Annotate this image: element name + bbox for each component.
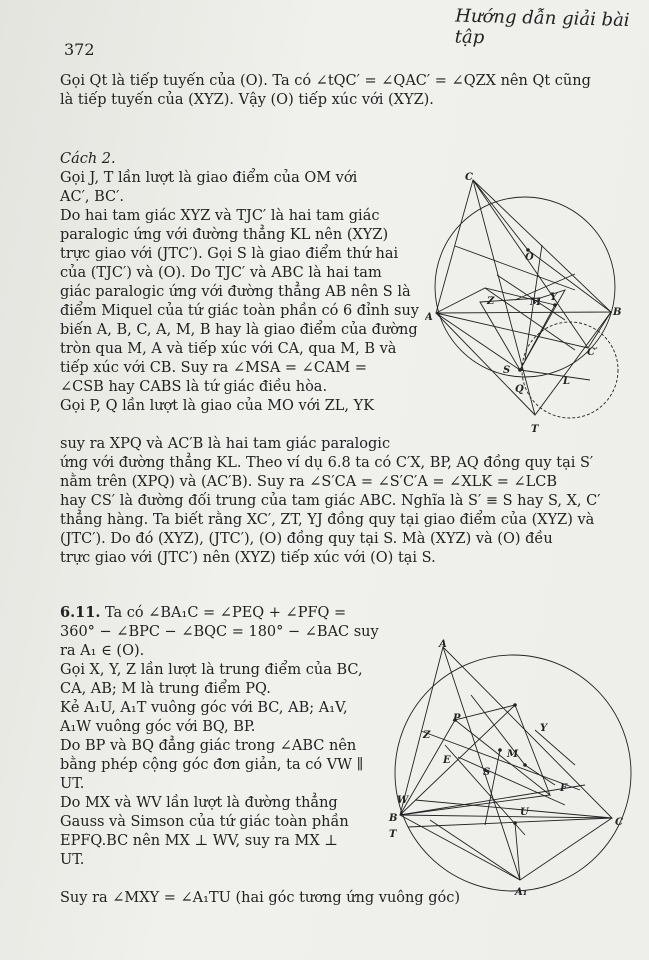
- text-line: 360° − ∠BPC − ∠BQC = 180° − ∠BAC suy: [60, 624, 379, 640]
- text-line: bằng phép cộng góc đơn giản, ta có VW ∥: [60, 757, 364, 773]
- text-line: suy ra XPQ và AC′B là hai tam giác paralogic: [60, 436, 391, 452]
- figure1-label: B: [613, 307, 622, 318]
- geometry-figure-1: [425, 170, 625, 435]
- text-line: EPFQ.BC nên MX ⊥ WV, suy ra MX ⊥: [60, 833, 338, 849]
- figure2-label: Y: [540, 723, 548, 734]
- figure2-label: C: [615, 817, 623, 828]
- text-line: paralogic ứng với đường thẳng KL nên (XYZ): [60, 227, 389, 243]
- running-header: Hướng dẫn giải bài tập: [454, 5, 630, 49]
- text-line: UT.: [60, 776, 85, 792]
- figure2-label: A: [439, 639, 447, 650]
- figure2-label: A₁: [515, 887, 528, 898]
- figure2-label: F: [560, 783, 568, 794]
- intro-line: là tiếp tuyến của (XYZ). Vậy (O) tiếp xúc với (XYZ).: [60, 92, 434, 108]
- figure2-label: S: [483, 767, 491, 778]
- figure1-label: Z: [487, 296, 495, 307]
- text-line: điểm Miquel của tứ giác toàn phần có 6 đỉnh suy: [60, 303, 419, 319]
- figure1-label: S: [503, 365, 511, 376]
- figure2-label: U: [520, 807, 529, 818]
- method2-wide-block: [60, 435, 620, 568]
- text-line: UT.: [60, 852, 85, 868]
- page-number: 372: [64, 40, 95, 59]
- text-line: Gọi X, Y, Z lần lượt là trung điểm của BC,: [60, 662, 363, 678]
- method2-heading: Cách 2.: [60, 151, 116, 167]
- text-line: trực giao với (JTC′) nên (XYZ) tiếp xúc với (O) tại S.: [60, 550, 436, 566]
- problem-first-line: Ta có ∠BA₁C = ∠PEQ + ∠PFQ =: [104, 605, 347, 621]
- figure2-label: W: [397, 795, 409, 806]
- geometry-figure-2: [375, 635, 635, 900]
- method2-narrow-block: [60, 150, 450, 416]
- figure1-label: Q: [515, 384, 524, 395]
- text-line: Kẻ A₁U, A₁T vuông góc với BC, AB; A₁V,: [60, 700, 348, 716]
- text-line: Gauss và Simson của tứ giác toàn phần: [60, 814, 349, 830]
- text-line: A₁W vuông góc với BQ, BP.: [60, 719, 256, 735]
- text-line: Do hai tam giác XYZ và TJC′ là hai tam giác: [60, 208, 380, 224]
- text-line: [60, 603, 390, 623]
- figure2-label: T: [389, 829, 397, 840]
- figure2-label: E: [443, 755, 451, 766]
- text-line: Gọi J, T lần lượt là giao điểm của OM với: [60, 170, 358, 186]
- figure1-label: T: [531, 424, 539, 435]
- figure2-label: Z: [423, 730, 431, 741]
- problem-6-11-block: [60, 603, 390, 870]
- text-line: ∠CSB hay CABS là tứ giác điều hòa.: [60, 379, 328, 395]
- text-line: ứng với đường thẳng KL. Theo ví dụ 6.8 ta có C′X, BP, AQ đồng quy tại S′: [60, 455, 594, 471]
- problem-number: 6.11.: [60, 604, 101, 621]
- figure2-label: B: [389, 813, 398, 824]
- figure2-label: M: [507, 749, 519, 760]
- figure1-label: M: [530, 297, 542, 308]
- text-line: AC′, BC′.: [60, 189, 124, 205]
- figure1-label: O: [525, 252, 534, 263]
- text-line: giác paralogic ứng với đường thẳng AB nên S là: [60, 284, 411, 300]
- text-line: của (TJC′) và (O). Do TJC′ và ABC là hai tam: [60, 265, 382, 281]
- intro-line: Gọi Qt là tiếp tuyến của (O). Ta có ∠tQC′ = ∠QAC′ = ∠QZX nên Qt cũng: [60, 73, 591, 89]
- figure1-label: A: [425, 312, 433, 323]
- figure1-label: L: [563, 376, 571, 387]
- intro-paragraph: [60, 72, 620, 110]
- text-line: ra A₁ ∈ (O).: [60, 643, 145, 659]
- triangle-abc: [400, 647, 612, 818]
- text-line: Suy ra ∠MXY = ∠A₁TU (hai góc tương ứng vuông góc): [60, 890, 461, 906]
- text-line: CA, AB; M là trung điểm PQ.: [60, 681, 271, 697]
- figure1-label: C: [465, 172, 473, 183]
- text-line: nằm trên (XPQ) và (AC′B). Suy ra ∠S′CA = ∠S′C′A = ∠XLK = ∠LCB: [60, 474, 558, 490]
- text-line: Do BP và BQ đẳng giác trong ∠ABC nên: [60, 738, 357, 754]
- text-line: biến A, B, C, A, M, B hay là giao điểm của đường: [60, 322, 418, 338]
- text-line: hay CS′ là đường đối trung của tam giác ABC. Nghĩa là S′ ≡ S hay S, X, C′: [60, 493, 601, 509]
- text-line: thẳng hàng. Ta biết rằng XC′, ZT, YJ đồng quy tại giao điểm của (XYZ) và: [60, 512, 595, 528]
- figure2-label: P: [453, 713, 461, 724]
- text-line: tròn qua M, A và tiếp xúc với CA, qua M, B và: [60, 341, 397, 357]
- figure1-label: Y: [550, 292, 558, 303]
- text-line: trực giao với (JTC′). Gọi S là giao điểm thứ hai: [60, 246, 399, 262]
- figure1-label: C′: [587, 347, 598, 358]
- text-line: (JTC′). Do đó (XYZ), (JTC′), (O) đồng quy tại S. Mà (XYZ) và (O) đều: [60, 531, 553, 547]
- text-line: Gọi P, Q lần lượt là giao của MO với ZL, YK: [60, 398, 375, 414]
- circumcircle-abc: [395, 655, 631, 891]
- text-line: Do MX và WV lần lượt là đường thẳng: [60, 795, 338, 811]
- text-line: tiếp xúc với CB. Suy ra ∠MSA = ∠CAM =: [60, 360, 368, 376]
